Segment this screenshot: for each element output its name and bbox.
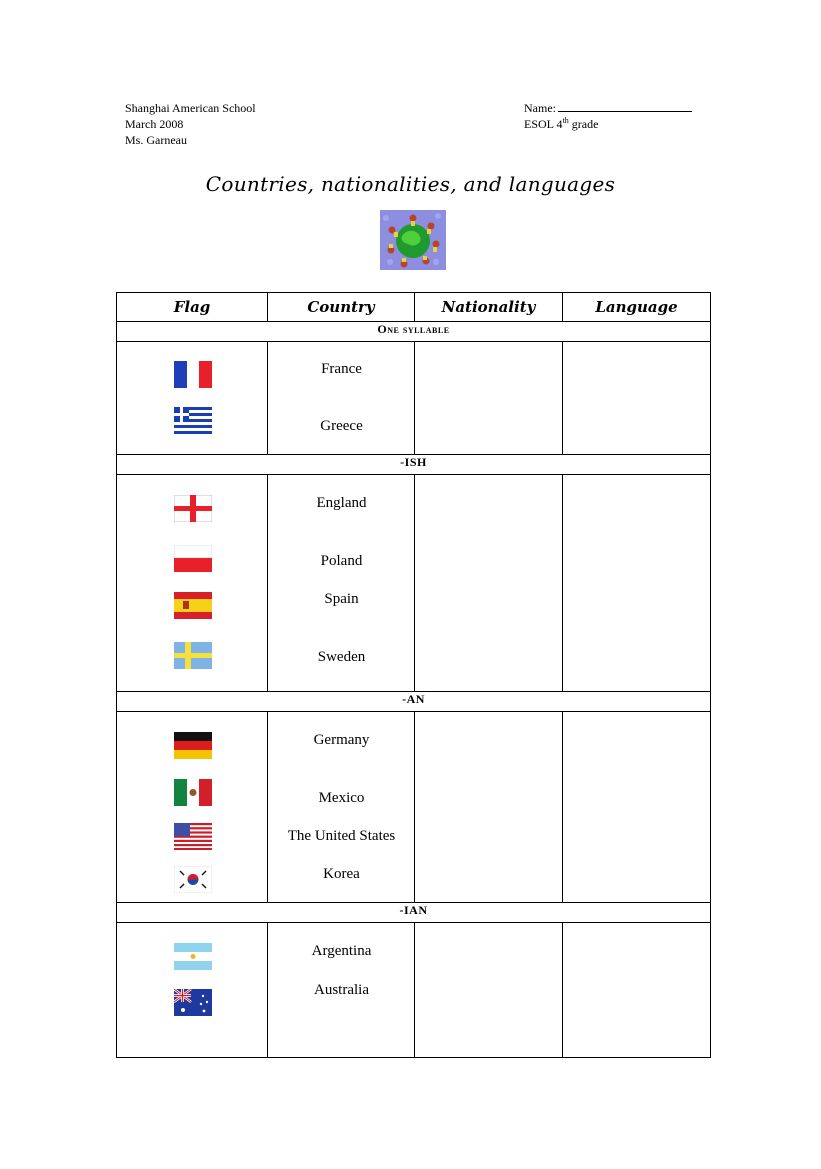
language-answer-cell[interactable]: [563, 342, 711, 455]
flag-cell: [117, 712, 268, 903]
class-sup: th: [562, 116, 569, 125]
section-row: [117, 322, 711, 342]
nationality-answer-cell[interactable]: [415, 475, 563, 692]
usa-flag-icon: [174, 823, 212, 850]
flag-cell: [117, 475, 268, 692]
column-header-nationality: Nationality: [415, 293, 563, 322]
spain-flag-icon: [174, 592, 212, 619]
section-row: [117, 903, 711, 923]
nationality-answer-cell[interactable]: [415, 712, 563, 903]
section-label-one-syllable: [117, 322, 711, 342]
column-header-flag: Flag: [117, 293, 268, 322]
section-row: [117, 692, 711, 712]
country-cell: [268, 712, 415, 903]
country-name: Spain: [324, 591, 359, 607]
section-label-ian: [117, 903, 711, 923]
flag-cell: [117, 923, 268, 1058]
country-name: England: [316, 495, 367, 511]
greece-flag-icon: [174, 407, 212, 434]
poland-flag-icon: [174, 545, 212, 572]
country-cell: [268, 342, 415, 455]
header-left: [125, 100, 256, 148]
country-name: France: [321, 361, 362, 377]
name-label: Name:: [524, 101, 556, 115]
country-name: Germany: [313, 732, 370, 748]
table-row: [117, 475, 711, 692]
france-flag-icon: [174, 361, 212, 388]
teacher-name: Ms. Garneau: [125, 133, 187, 147]
worksheet-title: Countries, nationalities, and languages: [205, 172, 616, 196]
country-name: Korea: [323, 866, 360, 882]
table-row: [117, 342, 711, 455]
england-flag-icon: [174, 495, 212, 522]
country-name: Mexico: [318, 790, 365, 806]
column-header-language: Language: [563, 293, 711, 322]
worksheet-date: March 2008: [125, 117, 184, 131]
flag-cell: [117, 342, 268, 455]
countries-table: [116, 292, 711, 1058]
country-name: Sweden: [317, 649, 366, 665]
header-right: [524, 100, 692, 132]
country-name: The United States: [287, 828, 396, 844]
nationality-answer-cell[interactable]: [415, 342, 563, 455]
class-row: [524, 116, 692, 132]
country-name: Greece: [320, 418, 363, 434]
language-answer-cell[interactable]: [563, 923, 711, 1058]
language-answer-cell[interactable]: [563, 475, 711, 692]
name-blank-line[interactable]: [558, 100, 692, 112]
country-cell: [268, 923, 415, 1058]
sweden-flag-icon: [174, 642, 212, 669]
name-row: [524, 100, 692, 116]
table-header-row: [117, 293, 711, 322]
table-row: [117, 923, 711, 1058]
column-header-country: Country: [268, 293, 415, 322]
language-answer-cell[interactable]: [563, 712, 711, 903]
mexico-flag-icon: [174, 779, 212, 806]
globe-children-icon: [376, 206, 450, 274]
class-suffix: grade: [568, 117, 599, 131]
country-name: Argentina: [311, 943, 372, 959]
section-label-ish: [117, 455, 711, 475]
argentina-flag-icon: [174, 943, 212, 970]
table-row: [117, 712, 711, 903]
country-cell: [268, 475, 415, 692]
section-row: [117, 455, 711, 475]
germany-flag-icon: [174, 732, 212, 759]
australia-flag-icon: [174, 989, 212, 1016]
nationality-answer-cell[interactable]: [415, 923, 563, 1058]
section-label-an: [117, 692, 711, 712]
country-name: Australia: [314, 982, 369, 998]
class-prefix: ESOL 4: [524, 117, 563, 131]
section-label-text: -IAN: [399, 903, 428, 917]
school-name: Shanghai American School: [125, 101, 256, 115]
section-label-text: One syllable: [377, 322, 450, 336]
section-label-text: -AN: [402, 692, 425, 706]
section-label-text: -ISH: [400, 455, 427, 469]
country-name: Poland: [320, 553, 363, 569]
korea-flag-icon: [174, 866, 212, 893]
